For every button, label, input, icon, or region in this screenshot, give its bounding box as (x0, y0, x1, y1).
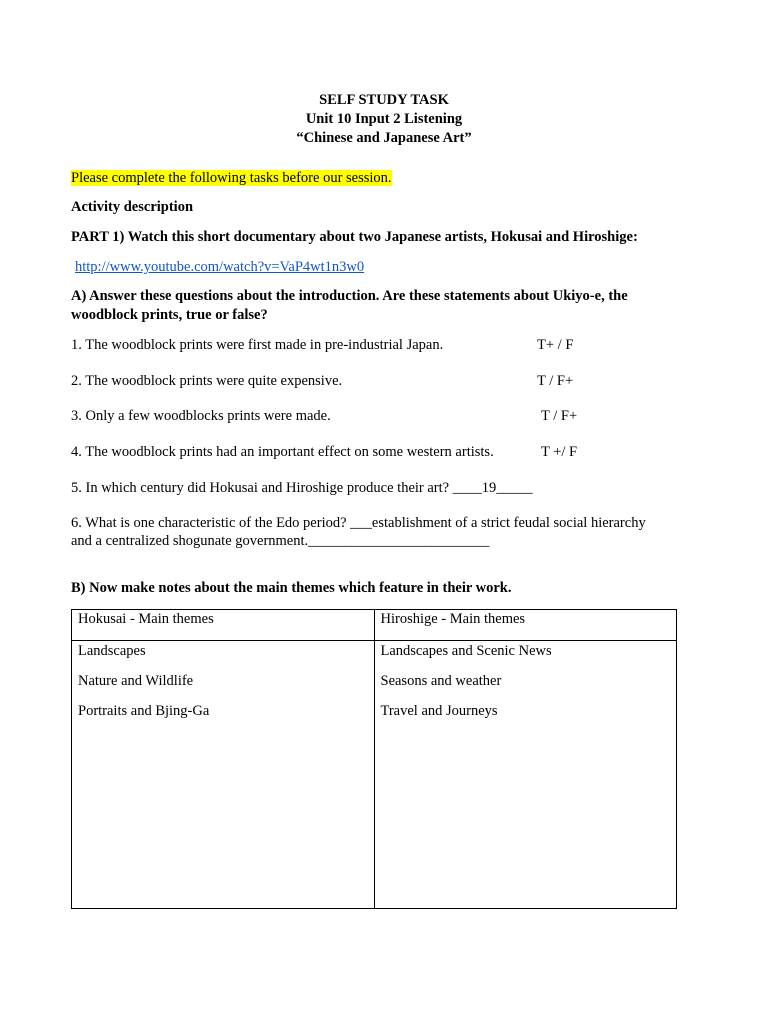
question-2-answer: T / F+ (537, 373, 574, 389)
hokusai-notes-cell[interactable] (72, 641, 375, 909)
hiroshige-theme: Travel and Journeys (380, 703, 498, 719)
hiroshige-theme: Landscapes and Scenic News (380, 643, 552, 659)
section-a-instructions-line1: A) Answer these questions about the introduction. Are these statements about Ukiyo-e, the (71, 288, 628, 304)
themes-table (71, 609, 677, 909)
hiroshige-theme: Seasons and weather (380, 673, 502, 689)
question-5: 5. In which century did Hokusai and Hiroshige produce their art? ____19_____ (71, 480, 533, 496)
part1-heading: PART 1) Watch this short documentary about two Japanese artists, Hokusai and Hiroshige: (71, 229, 638, 245)
hokusai-theme: Nature and Wildlife (78, 673, 194, 689)
hokusai-theme: Landscapes (78, 643, 146, 659)
table-header-row (72, 610, 677, 641)
question-3-answer: T / F+ (541, 408, 578, 424)
activity-heading: Activity description (71, 199, 194, 215)
notice-line (71, 170, 392, 187)
question-6-line2: and a centralized shogunate government._________________________ (71, 533, 490, 549)
video-link-text[interactable]: http://www.youtube.com/watch?v=VaP4wt1n3w0 (75, 259, 365, 275)
column-header-hiroshige: Hiroshige - Main themes (374, 610, 677, 641)
section-a-instructions-line2: woodblock prints, true or false? (71, 307, 268, 323)
unit-heading: Unit 10 Input 2 Listening (305, 111, 463, 127)
question-1-answer: T+ / F (537, 337, 574, 353)
notice-text: Please complete the following tasks before our session. (71, 170, 392, 186)
hokusai-theme: Portraits and Bjing-Ga (78, 703, 210, 719)
section-b-heading: B) Now make notes about the main themes which feature in their work. (71, 580, 512, 596)
hiroshige-notes-cell[interactable] (374, 641, 677, 909)
video-link[interactable] (75, 259, 364, 276)
document-title: SELF STUDY TASK (319, 92, 449, 108)
question-3: 3. Only a few woodblocks prints were made. (71, 408, 331, 424)
question-4-answer: T +/ F (541, 444, 578, 460)
document-subtitle: “Chinese and Japanese Art” (296, 130, 472, 146)
question-6-line1: 6. What is one characteristic of the Edo period? ___establishment of a strict feudal social hierarchy (71, 515, 646, 531)
column-header-hokusai: Hokusai - Main themes (72, 610, 375, 641)
table-row (72, 641, 677, 909)
question-1: 1. The woodblock prints were first made in pre-industrial Japan. (71, 337, 444, 353)
question-4: 4. The woodblock prints had an important effect on some western artists. (71, 444, 494, 460)
question-2: 2. The woodblock prints were quite expensive. (71, 373, 343, 389)
